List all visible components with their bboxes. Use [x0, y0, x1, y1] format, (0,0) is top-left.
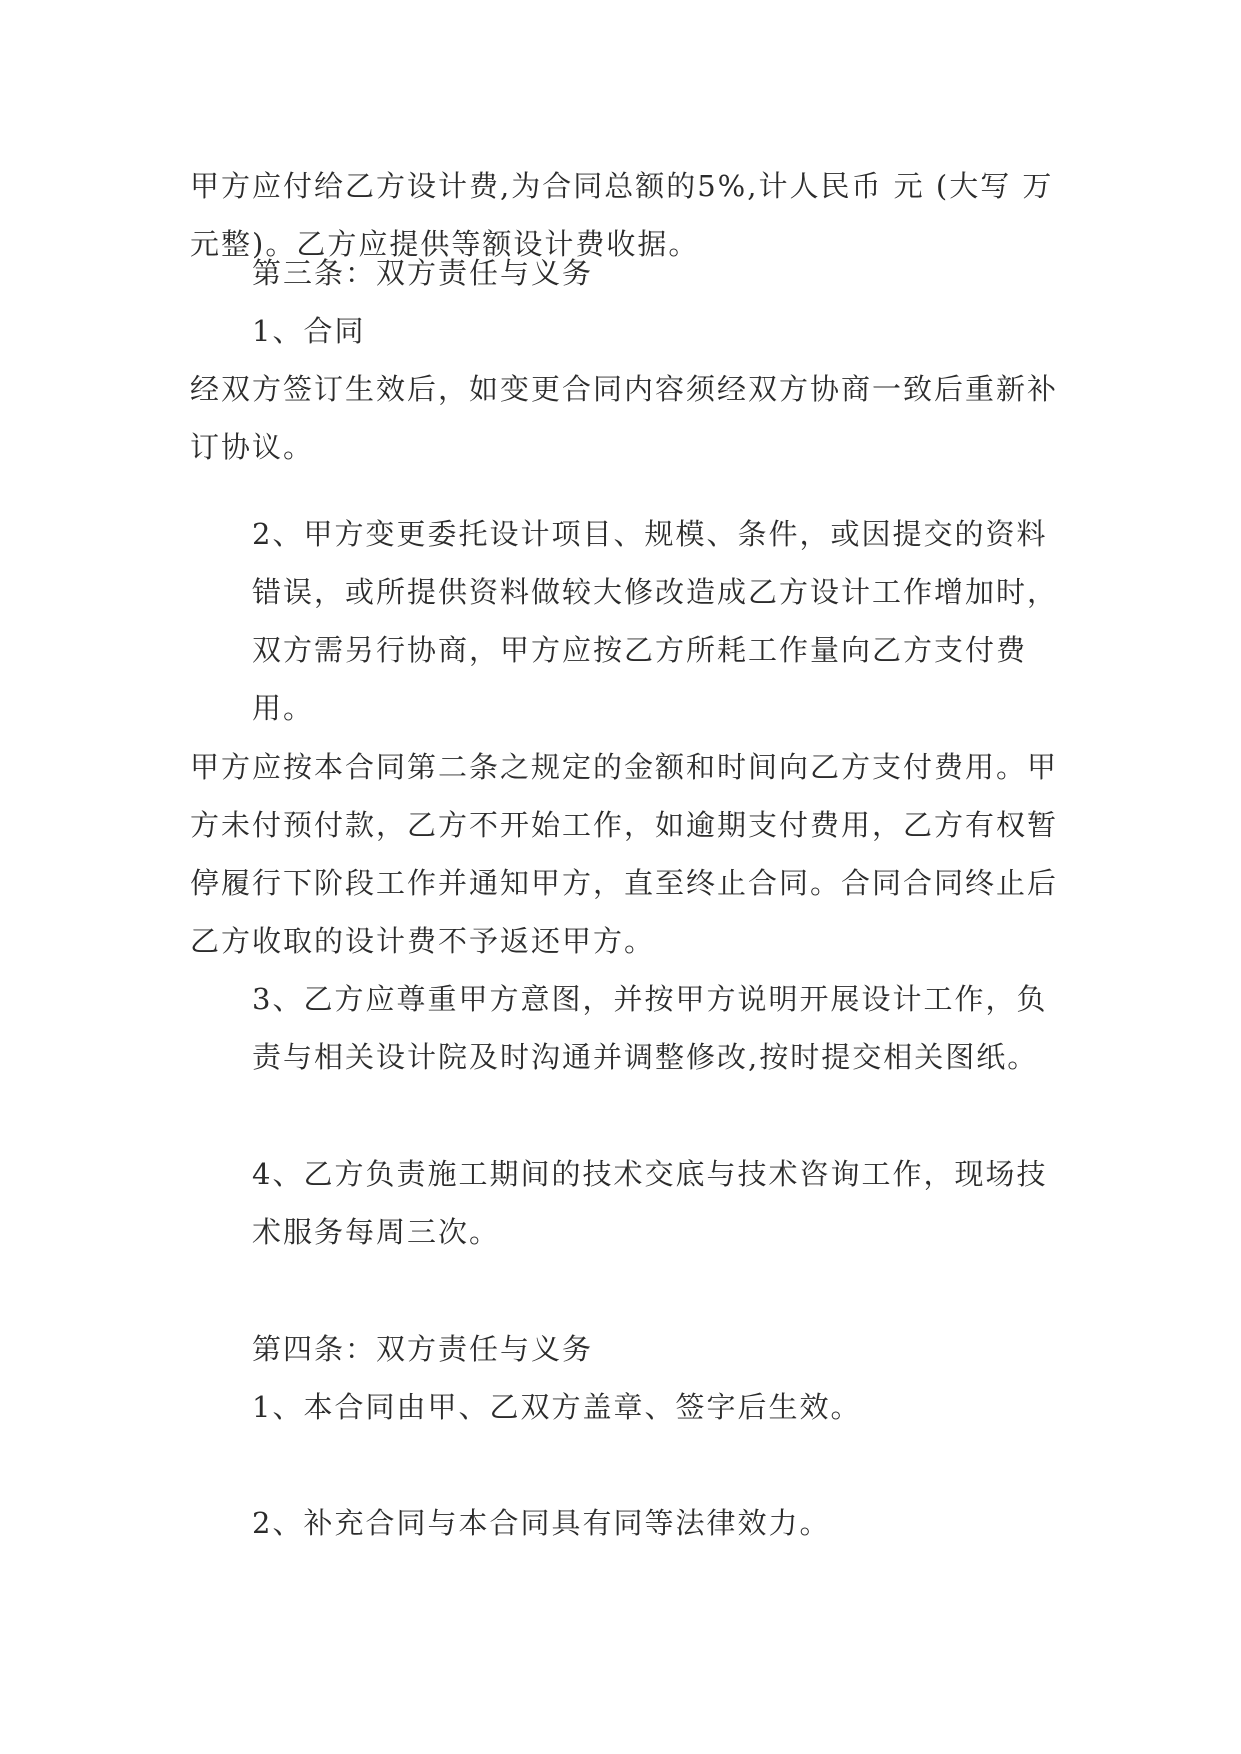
paragraph-design-fee: 甲方应付给乙方设计费,为合同总额的5%,计人民币 元 (大写 万元整)。乙方应提供等额设计费收据。	[190, 169, 1054, 261]
clause-3-3: 3、乙方应尊重甲方意图，并按甲方说明开展设计工作，负责与相关设计院及时沟通并调整修改,按时提交相关图纸。	[252, 982, 1048, 1074]
section-heading-article-4: 第四条：双方责任与义务	[252, 1332, 594, 1366]
paragraph-payment-terms: 甲方应按本合同第二条之规定的金额和时间向乙方支付费用。甲方未付预付款，乙方不开始工作，如逾期支付费用，乙方有权暂停履行下阶段工作并通知甲方，直至终止合同。合同合同终止后乙方收取的设计费不予返还甲方。	[190, 750, 1059, 958]
section-heading-article-3: 第三条：双方责任与义务	[252, 256, 594, 290]
clause-4-1: 1、本合同由甲、乙双方盖章、签字后生效。	[252, 1390, 862, 1424]
clause-3-2: 2、甲方变更委托设计项目、规模、条件，或因提交的资料错误，或所提供资料做较大修改造成乙方设计工作增加时，双方需另行协商，甲方应按乙方所耗工作量向乙方支付费用。	[252, 517, 1059, 725]
clause-3-4: 4、乙方负责施工期间的技术交底与技术咨询工作，现场技术服务每周三次。	[252, 1157, 1048, 1249]
clause-4-2: 2、补充合同与本合同具有同等法律效力。	[252, 1506, 831, 1540]
clause-3-1-body: 经双方签订生效后，如变更合同内容须经双方协商一致后重新补订协议。	[190, 372, 1059, 464]
clause-3-1-heading: 1、合同	[252, 314, 366, 348]
